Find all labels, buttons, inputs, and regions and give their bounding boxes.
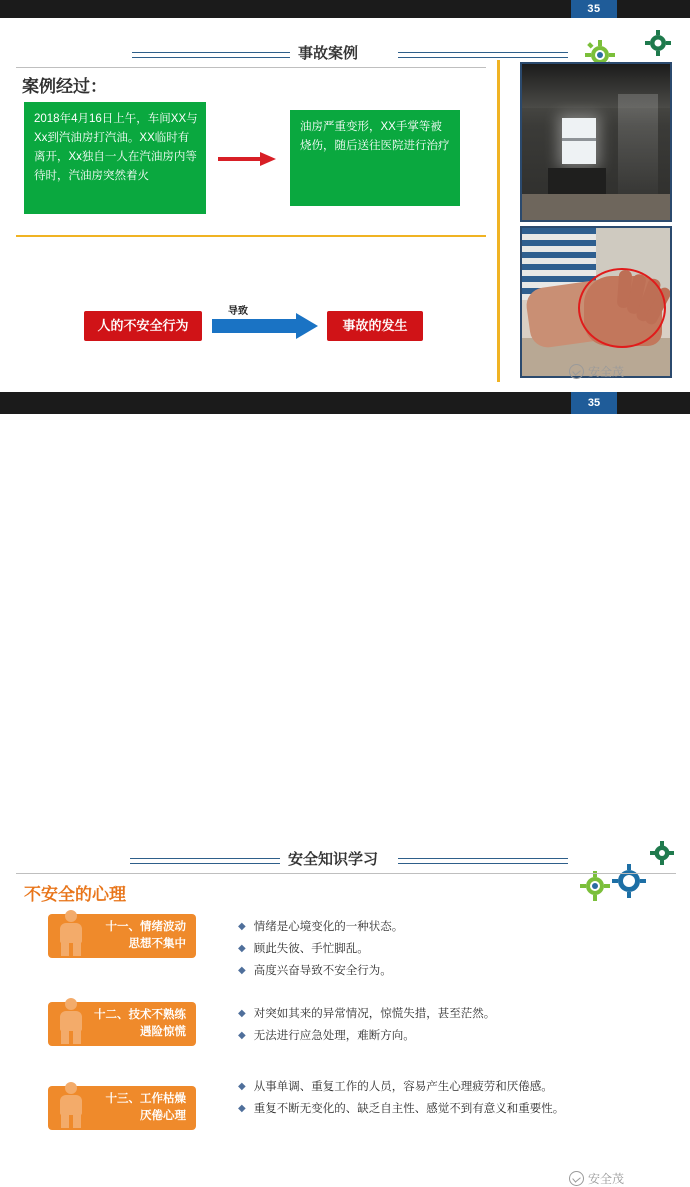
slide-safety-knowledge: [0, 414, 690, 1186]
list-item: ◆ 无法进行应急处理，难断方向。: [238, 1026, 638, 1046]
item-bullets: [238, 1077, 578, 1121]
list-item: ◆ 对突如其来的异常情况，惊慌失措，甚至茫然。: [238, 1004, 638, 1024]
gear-icon: [650, 841, 674, 865]
item-bullets: [238, 917, 638, 983]
blue-arrow-icon: [212, 306, 320, 338]
slide1-divider-middle: [16, 235, 486, 237]
watermark-logo-icon: [569, 1171, 584, 1186]
list-item: ◆ 高度兴奋导致不安全行为。: [238, 961, 638, 981]
list-item: [48, 1002, 196, 1046]
item-label-line2: 遇险惊慌: [140, 1026, 186, 1038]
fire-damaged-room-photo: [520, 62, 672, 222]
slide1-divider-top: [16, 67, 486, 68]
diamond-bullet-icon: ◆: [238, 921, 246, 932]
diamond-bullet-icon: ◆: [238, 943, 246, 954]
arrow-label: 导致: [226, 302, 250, 317]
slide1-title-rule-right: [398, 52, 568, 58]
slide1-vertical-rule: [497, 60, 500, 382]
watermark-label: 安全茂: [588, 1172, 625, 1186]
person-icon: [58, 1080, 84, 1128]
watermark: [569, 363, 624, 380]
item-label-line2: 厌倦心理: [140, 1110, 186, 1122]
slide1-title-rule-left: [132, 52, 290, 58]
case-consequence-box: 油房严重变形，XX手掌等被烧伤，随后送往医院进行治疗: [290, 110, 460, 206]
red-arrow-icon: [218, 152, 278, 166]
item-label-line2: 思想不集中: [128, 938, 186, 950]
list-item: ◆ 顾此失彼、手忙脚乱。: [238, 939, 638, 959]
item-label-line1: 十二、技术不熟练: [94, 1009, 186, 1021]
burned-hand-photo: [520, 226, 672, 378]
item-label-line1: 十三、工作枯燥: [105, 1093, 186, 1105]
gear-icon: [580, 871, 610, 901]
item-label-line1: 十一、情绪波动: [105, 921, 186, 933]
slide2-section-heading: 不安全的心理: [24, 885, 126, 904]
list-item: ◆ 重复不断无变化的、缺乏自主性、感觉不到有意义和重要性。: [238, 1099, 578, 1119]
case-description-box: 2018年4月16日上午，车间XX与Xx到汽油房打汽油。XX临时有离开，Xx独自一人在汽油房内等待时，汽油房突然着火: [24, 102, 206, 214]
person-icon: [58, 908, 84, 956]
diamond-bullet-icon: ◆: [238, 1008, 246, 1019]
slide2-page-number: 35: [571, 392, 617, 414]
cause-tag: 人的不安全行为: [84, 311, 202, 341]
diamond-bullet-icon: ◆: [238, 1030, 246, 1041]
slide2-divider-top: [16, 873, 676, 874]
slide1-title: 事故案例: [298, 45, 359, 62]
list-item: [48, 1086, 196, 1130]
slide-accident-case: [0, 0, 690, 392]
item-bullets: [238, 1004, 638, 1048]
result-tag: 事故的发生: [327, 311, 423, 341]
list-item: ◆ 情绪是心境变化的一种状态。: [238, 917, 638, 937]
watermark-label: 安全茂: [588, 365, 625, 379]
list-item: [48, 914, 196, 958]
diamond-bullet-icon: ◆: [238, 1081, 246, 1092]
diamond-bullet-icon: ◆: [238, 1103, 246, 1114]
slide2-title: 安全知识学习: [288, 851, 379, 868]
slide1-page-number: 35: [571, 0, 617, 18]
diamond-bullet-icon: ◆: [238, 965, 246, 976]
watermark-logo-icon: [569, 364, 584, 379]
slide2-title-rule-right: [398, 858, 568, 864]
person-icon: [58, 996, 84, 1044]
gear-icon: [612, 864, 646, 898]
slide2-title-rule-left: [130, 858, 280, 864]
watermark: [569, 1170, 624, 1187]
list-item: ◆ 从事单调、重复工作的人员，容易产生心理疲劳和厌倦感。: [238, 1077, 578, 1097]
gear-icon: [645, 30, 671, 56]
slide1-section-heading: 案例经过：: [22, 77, 107, 96]
